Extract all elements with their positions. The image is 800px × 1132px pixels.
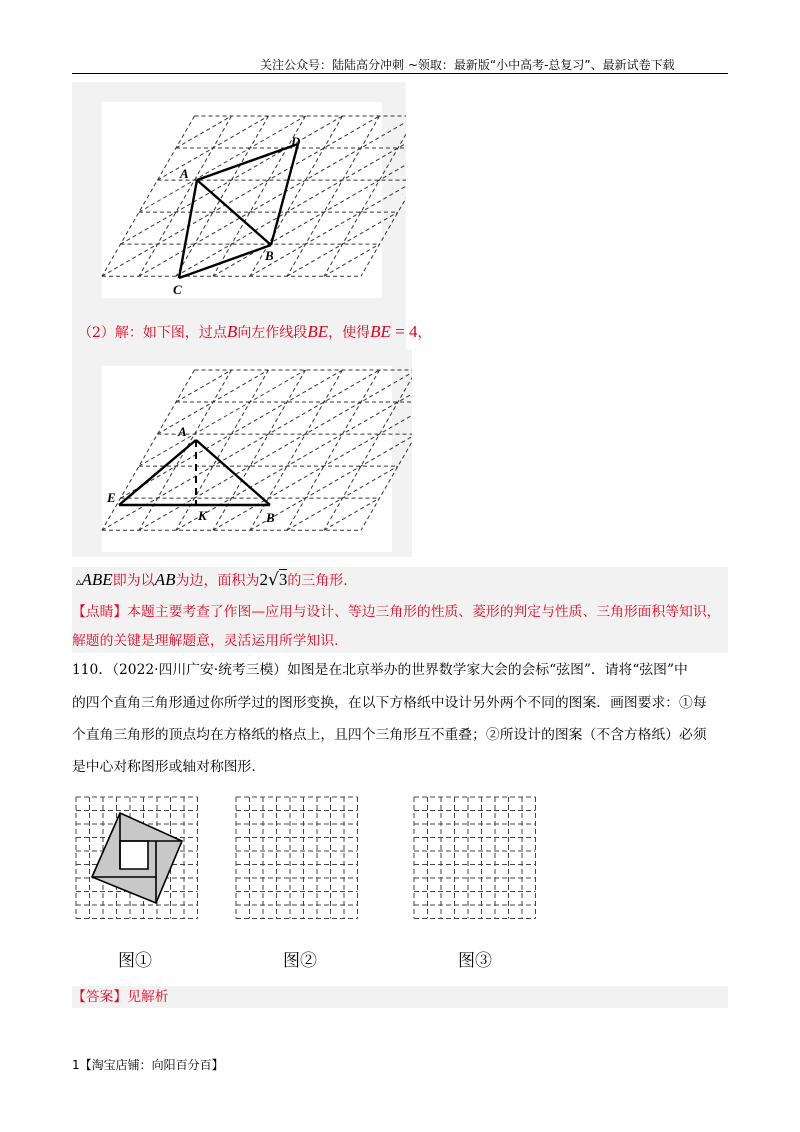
step-2-end: ， bbox=[417, 325, 432, 341]
conclusion-line bbox=[76, 568, 348, 594]
step-2-prefix: （2）解：如下图，过点 bbox=[78, 325, 227, 341]
header-rule bbox=[72, 73, 728, 74]
area-radicand: 3 bbox=[278, 570, 288, 589]
problem-line-2: 的四个直角三角形通过你所学过的图形变换，在以下方格纸中设计另外两个不同的图案．画图要求：①每 bbox=[72, 695, 707, 711]
grid-figure-3 bbox=[412, 795, 538, 921]
grid-caption-2: 图② bbox=[283, 951, 317, 971]
step-2-tail: ，使得 bbox=[328, 325, 371, 341]
problem-line-3: 个直角三角形的顶点均在方格纸的格点上，且四个三角形互不重叠；②所设计的图案（不含方格纸）必须 bbox=[72, 727, 707, 743]
label-b: B bbox=[265, 248, 274, 263]
comment-text-1: 本题主要考查了作图—应用与设计、等边三角形的性质、菱形的判定与性质、三角形面积等知识， bbox=[127, 604, 721, 620]
side-ab: AB bbox=[154, 570, 176, 589]
label-k: K bbox=[198, 508, 207, 523]
conclusion-t1: 即为以 bbox=[112, 573, 155, 589]
grid-caption-3: 图③ bbox=[458, 951, 492, 971]
eq-rhs: = 4 bbox=[390, 322, 418, 341]
sqrt-sign: √ bbox=[267, 570, 279, 590]
figure-quadrilateral bbox=[72, 82, 406, 304]
answer-tag: 【答案】 bbox=[72, 989, 128, 1005]
problem-line-1: 110．（2022·四川广安·统考三模）如图是在北京举办的世界数学家大会的会标“弦图”．请将“弦图”中 bbox=[72, 662, 688, 678]
grid-figure-1 bbox=[74, 795, 200, 921]
problem-line-4: 是中心对称图形或轴对称图形. bbox=[72, 759, 256, 775]
page-footer: 1【淘宝店铺：向阳百分百】 bbox=[72, 1058, 224, 1072]
answer-text: 见解析 bbox=[127, 989, 169, 1005]
comment-line-1 bbox=[72, 600, 720, 624]
triangle-symbol: ▵ bbox=[76, 575, 82, 588]
area-coef: 2 bbox=[259, 570, 268, 589]
comment-tag: 【点睛】 bbox=[72, 604, 128, 620]
answer-line bbox=[72, 985, 169, 1009]
label-e: E bbox=[107, 490, 116, 505]
comment-line-2: 解题的关键是理解题意，灵活运用所学知识. bbox=[72, 633, 339, 649]
segment-be: BE bbox=[307, 322, 329, 341]
triangle-abe: ABE bbox=[81, 570, 113, 589]
label-d: D bbox=[291, 134, 301, 149]
label-a2: A bbox=[178, 424, 187, 439]
step-2-line bbox=[78, 320, 431, 345]
point-b: B bbox=[226, 322, 238, 341]
answer-block bbox=[72, 986, 728, 1008]
label-a: A bbox=[180, 166, 189, 181]
page-header: 关注公众号：陆陆高分冲刺 ~领取：最新版“小中高考-总复习”、最新试卷下载 bbox=[260, 58, 675, 72]
figure-triangle-abe bbox=[72, 350, 412, 557]
grid-caption-1: 图① bbox=[118, 951, 152, 971]
conclusion-t2: 为边，面积为 bbox=[175, 573, 260, 589]
step-2-mid: 向左作线段 bbox=[237, 325, 308, 341]
grid-figure-2 bbox=[234, 795, 360, 921]
label-c: C bbox=[173, 282, 182, 297]
conclusion-t3: 的三角形. bbox=[287, 573, 348, 589]
eq-lhs: BE bbox=[370, 322, 391, 341]
label-b2: B bbox=[266, 510, 275, 525]
